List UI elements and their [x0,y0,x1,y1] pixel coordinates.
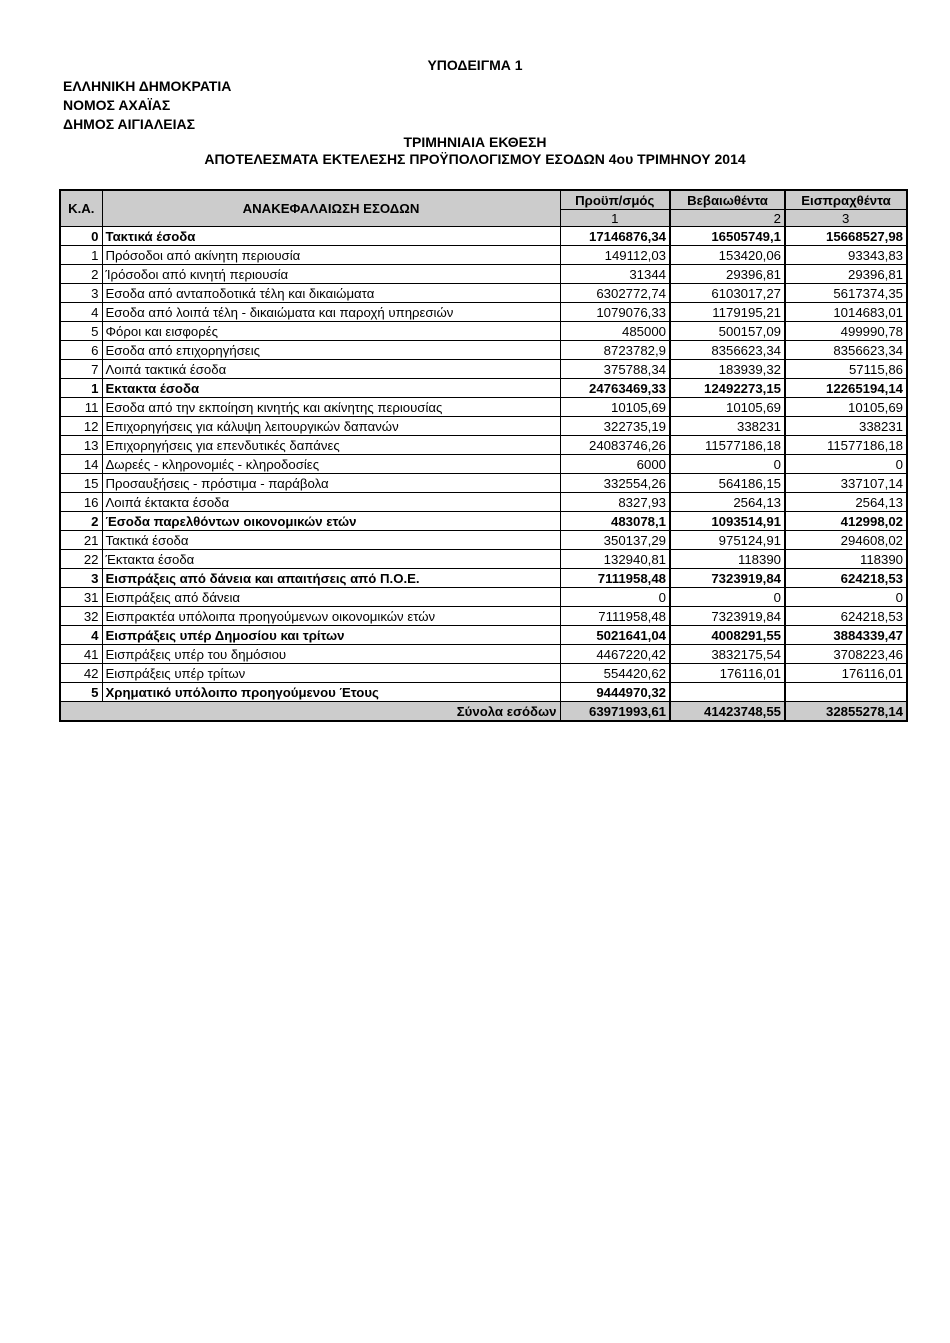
row-budget: 8327,93 [560,493,670,512]
row-assessed [670,683,785,702]
row-assessed: 1093514,91 [670,512,785,531]
row-ka: 2 [60,512,102,531]
row-label: Ίρόσοδοι από κινητή περιουσία [102,265,560,284]
table-row [60,436,907,455]
table-row-group [60,683,907,702]
total-label: Σύνολα εσόδων [60,702,560,722]
row-collected: 624218,53 [785,569,907,588]
row-assessed: 153420,06 [670,246,785,265]
table-row [60,341,907,360]
column-number-1: 1 [560,210,670,227]
row-budget: 31344 [560,265,670,284]
row-assessed: 176116,01 [670,664,785,683]
row-collected: 11577186,18 [785,436,907,455]
row-budget: 5021641,04 [560,626,670,645]
table-row [60,265,907,284]
row-collected: 29396,81 [785,265,907,284]
row-assessed: 0 [670,588,785,607]
row-assessed: 11577186,18 [670,436,785,455]
row-budget: 554420,62 [560,664,670,683]
row-budget: 485000 [560,322,670,341]
row-collected: 294608,02 [785,531,907,550]
row-ka: 3 [60,569,102,588]
table-total-row [60,702,907,722]
row-collected: 0 [785,588,907,607]
table-row [60,531,907,550]
row-label: Έκτακτα έσοδα [102,550,560,569]
row-budget: 24763469,33 [560,379,670,398]
row-collected [785,683,907,702]
report-subtitle: ΑΠΟΤΕΛΕΣΜΑΤΑ ΕΚΤΕΛΕΣΗΣ ΠΡΟΫΠΟΛΟΓΙΣΜΟΥ ΕΣΟΔΩΝ 4ου ΤΡΙΜΗΝΟΥ 2014 [204,151,746,167]
table-row-group [60,512,907,531]
header-ka: Κ.Α. [60,190,102,227]
row-label: Εισπράξεις από δάνεια και απαιτήσεις από Π.Ο.Ε. [102,569,560,588]
row-budget: 132940,81 [560,550,670,569]
table-row [60,455,907,474]
row-assessed: 2564,13 [670,493,785,512]
header-description: ΑΝΑΚΕΦΑΛΑΙΩΣΗ ΕΣΟΔΩΝ [102,190,560,227]
total-budget: 63971993,61 [560,702,670,722]
row-budget: 350137,29 [560,531,670,550]
row-budget: 8723782,9 [560,341,670,360]
row-collected: 499990,78 [785,322,907,341]
row-collected: 176116,01 [785,664,907,683]
table-row [60,417,907,436]
row-collected: 0 [785,455,907,474]
row-label: Λοιπά τακτικά έσοδα [102,360,560,379]
row-ka: 4 [60,626,102,645]
row-label: Τακτικά έσοδα [102,531,560,550]
row-ka: 7 [60,360,102,379]
row-assessed: 29396,81 [670,265,785,284]
row-budget: 9444970,32 [560,683,670,702]
table-row [60,284,907,303]
form-label: ΥΠΟΔΕΙΓΜΑ 1 [427,57,523,73]
row-budget: 10105,69 [560,398,670,417]
org-line-municipality: ΔΗΜΟΣ ΑΙΓΙΑΛΕΙΑΣ [63,116,195,132]
row-ka: 5 [60,683,102,702]
row-label: Εσοδα από λοιπά τέλη - δικαιώματα και παροχή υπηρεσιών [102,303,560,322]
report-title-block [0,134,950,168]
table-row [60,550,907,569]
row-label: Φόροι και εισφορές [102,322,560,341]
row-ka: 32 [60,607,102,626]
row-label: Δωρεές - κληρονομιές - κληροδοσίες [102,455,560,474]
row-label: Εκτακτα έσοδα [102,379,560,398]
header-budget: Προϋπ/σμός [560,190,670,210]
row-assessed: 7323919,84 [670,569,785,588]
row-collected: 118390 [785,550,907,569]
row-label: Εσοδα από την εκποίηση κινητής και ακίνητης περιουσίας [102,398,560,417]
row-ka: 13 [60,436,102,455]
row-assessed: 8356623,34 [670,341,785,360]
row-assessed: 10105,69 [670,398,785,417]
row-label: Εσοδα από επιχορηγήσεις [102,341,560,360]
row-collected: 3884339,47 [785,626,907,645]
row-ka: 15 [60,474,102,493]
row-collected: 12265194,14 [785,379,907,398]
total-assessed: 41423748,55 [670,702,785,722]
row-label: Επιχορηγήσεις για επενδυτικές δαπάνες [102,436,560,455]
row-ka: 41 [60,645,102,664]
row-collected: 2564,13 [785,493,907,512]
row-budget: 1079076,33 [560,303,670,322]
table-row [60,398,907,417]
row-budget: 375788,34 [560,360,670,379]
row-collected: 1014683,01 [785,303,907,322]
row-assessed: 1179195,21 [670,303,785,322]
row-label: Προσαυξήσεις - πρόστιμα - παράβολα [102,474,560,493]
row-assessed: 16505749,1 [670,227,785,246]
row-label: Εισπρακτέα υπόλοιπα προηγούμενων οικονομικών ετών [102,607,560,626]
row-ka: 42 [60,664,102,683]
row-budget: 6302772,74 [560,284,670,303]
row-budget: 483078,1 [560,512,670,531]
row-ka: 1 [60,379,102,398]
row-collected: 57115,86 [785,360,907,379]
row-ka: 0 [60,227,102,246]
row-collected: 624218,53 [785,607,907,626]
row-collected: 10105,69 [785,398,907,417]
row-ka: 3 [60,284,102,303]
row-assessed: 183939,32 [670,360,785,379]
row-collected: 412998,02 [785,512,907,531]
row-collected: 93343,83 [785,246,907,265]
row-collected: 8356623,34 [785,341,907,360]
row-budget: 0 [560,588,670,607]
header-collected: Εισπραχθέντα [785,190,907,210]
table-row [60,322,907,341]
header-assessed: Βεβαιωθέντα [670,190,785,210]
row-label: Χρηματικό υπόλοιπο προηγούμενου Έτους [102,683,560,702]
row-label: Λοιπά έκτακτα έσοδα [102,493,560,512]
report-title: ΤΡΙΜΗΝΙΑΙΑ ΕΚΘΕΣΗ [403,134,547,150]
organization-block [63,77,231,134]
table-row [60,303,907,322]
row-assessed: 0 [670,455,785,474]
table-row [60,493,907,512]
table-row-group [60,626,907,645]
row-ka: 16 [60,493,102,512]
table-row [60,246,907,265]
row-label: Πρόσοδοι από ακίνητη περιουσία [102,246,560,265]
table-row-group [60,569,907,588]
row-ka: 1 [60,246,102,265]
row-budget: 24083746,26 [560,436,670,455]
row-ka: 4 [60,303,102,322]
row-budget: 4467220,42 [560,645,670,664]
row-ka: 11 [60,398,102,417]
row-label: Εισπράξεις από δάνεια [102,588,560,607]
row-label: Επιχορηγήσεις για κάλυψη λειτουργικών δαπανών [102,417,560,436]
table-row-group [60,379,907,398]
row-assessed: 500157,09 [670,322,785,341]
table-header-row [60,190,907,210]
row-ka: 22 [60,550,102,569]
row-ka: 6 [60,341,102,360]
row-ka: 2 [60,265,102,284]
row-budget: 17146876,34 [560,227,670,246]
row-label: Τακτικά έσοδα [102,227,560,246]
row-label: Εσοδα από ανταποδοτικά τέλη και δικαιώματα [102,284,560,303]
row-budget: 322735,19 [560,417,670,436]
row-budget: 6000 [560,455,670,474]
row-label: Εισπράξεις υπέρ Δημοσίου και τρίτων [102,626,560,645]
row-ka: 5 [60,322,102,341]
table-row [60,588,907,607]
row-ka: 12 [60,417,102,436]
table-row [60,645,907,664]
income-summary-table [59,189,908,722]
total-collected: 32855278,14 [785,702,907,722]
table-row-group [60,227,907,246]
row-collected: 338231 [785,417,907,436]
row-budget: 332554,26 [560,474,670,493]
row-assessed: 4008291,55 [670,626,785,645]
row-collected: 337107,14 [785,474,907,493]
row-assessed: 118390 [670,550,785,569]
row-label: Εισπράξεις υπέρ του δημόσιου [102,645,560,664]
row-collected: 5617374,35 [785,284,907,303]
table-row [60,474,907,493]
column-number-3: 3 [785,210,907,227]
row-assessed: 338231 [670,417,785,436]
row-budget: 7111958,48 [560,569,670,588]
row-label: Εισπράξεις υπέρ τρίτων [102,664,560,683]
row-assessed: 3832175,54 [670,645,785,664]
row-ka: 21 [60,531,102,550]
row-assessed: 7323919,84 [670,607,785,626]
table-row [60,664,907,683]
org-line-country: ΕΛΛΗΝΙΚΗ ΔΗΜΟΚΡΑΤΙΑ [63,78,232,94]
row-assessed: 564186,15 [670,474,785,493]
row-collected: 3708223,46 [785,645,907,664]
row-ka: 31 [60,588,102,607]
row-assessed: 12492273,15 [670,379,785,398]
table-row [60,607,907,626]
row-assessed: 6103017,27 [670,284,785,303]
row-budget: 149112,03 [560,246,670,265]
row-collected: 15668527,98 [785,227,907,246]
row-ka: 14 [60,455,102,474]
row-label: Έσοδα παρελθόντων οικονομικών ετών [102,512,560,531]
row-assessed: 975124,91 [670,531,785,550]
column-number-2: 2 [670,210,785,227]
org-line-prefecture: ΝΟΜΟΣ ΑΧΑΪΑΣ [63,97,171,113]
row-budget: 7111958,48 [560,607,670,626]
table-row [60,360,907,379]
